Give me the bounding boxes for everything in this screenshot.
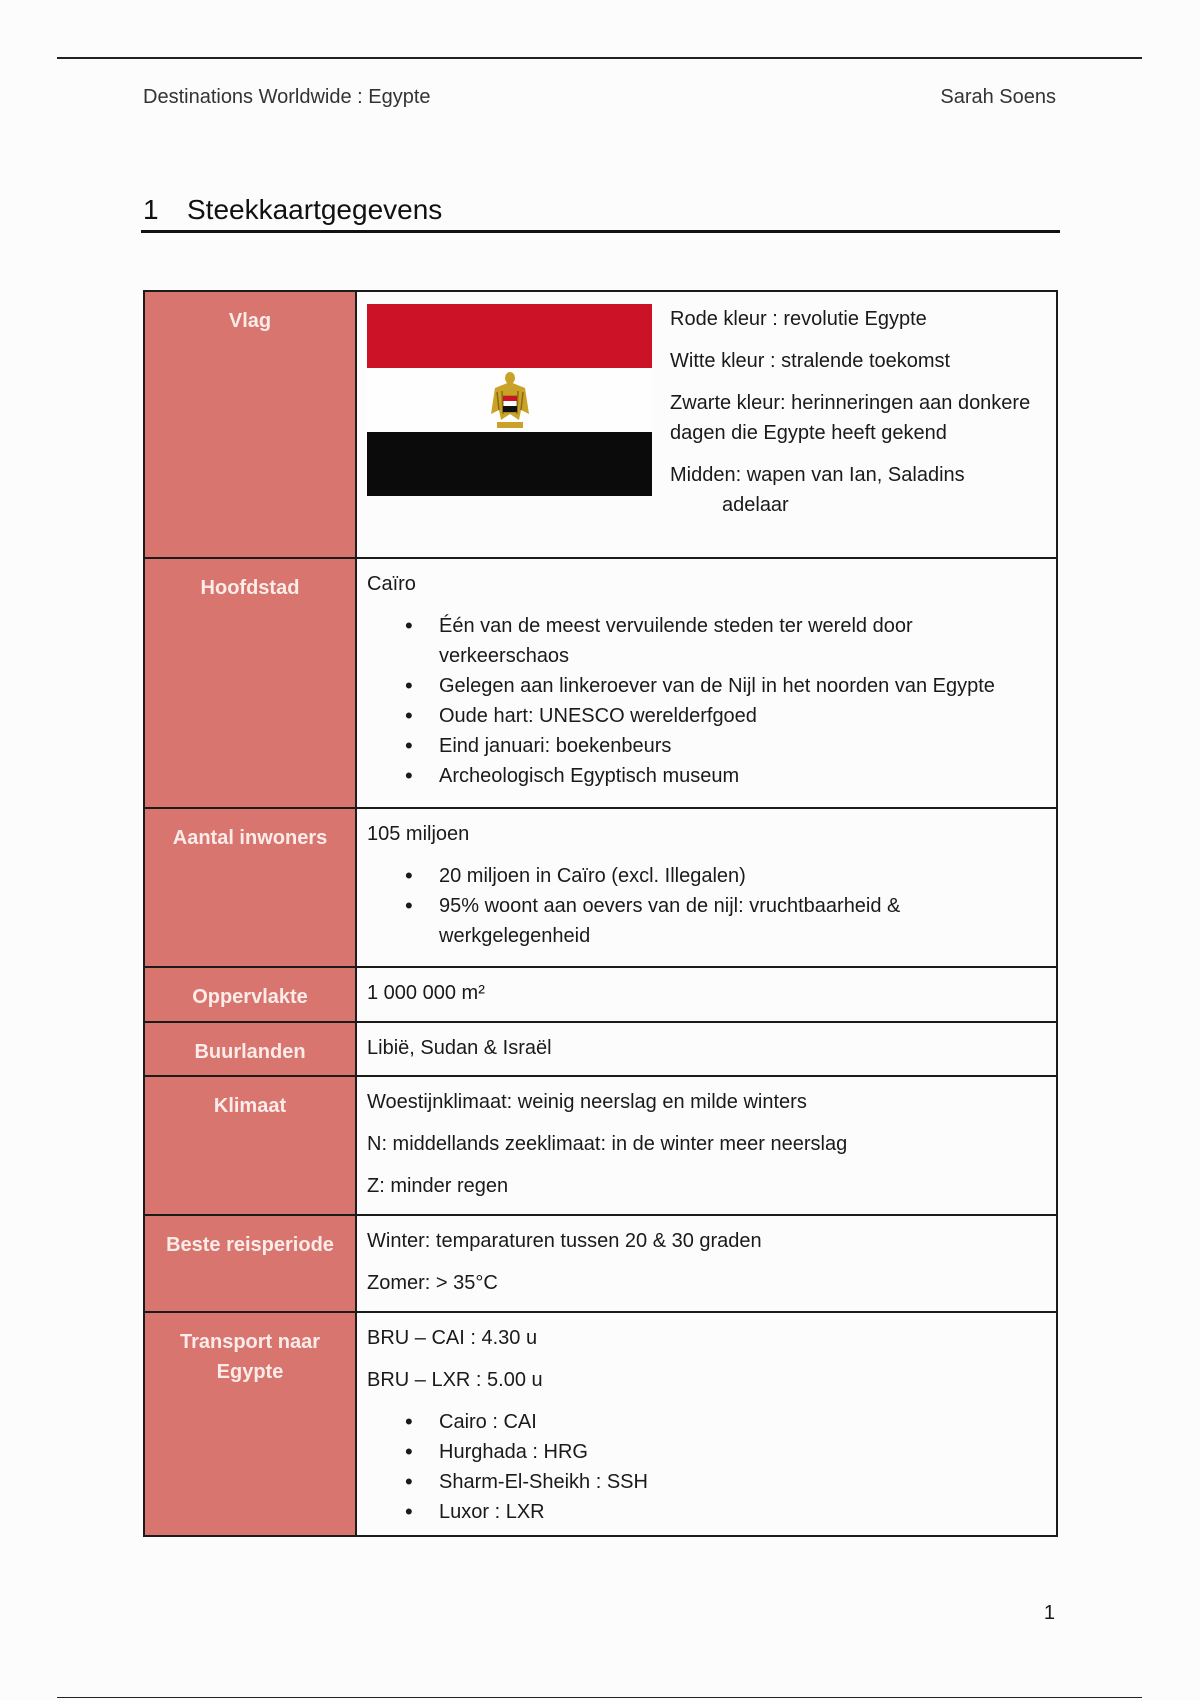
list-item: • Hurghada : HRG — [405, 1437, 1046, 1467]
label-oppervlakte: Oppervlakte — [144, 967, 356, 1022]
label-hoofdstad: Hoofdstad — [144, 558, 356, 808]
header-author: Sarah Soens — [940, 86, 1056, 108]
flag-middle-meaning: Midden: wapen van Ian, Saladins — [670, 464, 965, 486]
value-reisperiode — [356, 1215, 1057, 1312]
row-oppervlakte — [144, 967, 1057, 1022]
label-buurlanden: Buurlanden — [144, 1022, 356, 1076]
row-inwoners — [144, 808, 1057, 967]
list-item: • Oude hart: UNESCO werelderfgoed — [405, 701, 1046, 731]
page-number: 1 — [1043, 1602, 1055, 1624]
value-inwoners — [356, 808, 1057, 967]
value-buurlanden: Libië, Sudan & Israël — [356, 1022, 1057, 1076]
capital-facts-list — [367, 611, 1046, 791]
flight-time: BRU – CAI : 4.30 u — [367, 1327, 538, 1349]
value-vlag — [356, 291, 1057, 558]
row-klimaat — [144, 1076, 1057, 1215]
list-item: • Één van de meest vervuilende steden ter wereld door verkeerschaos — [405, 611, 1046, 671]
travel-period-line: Winter: temparaturen tussen 20 & 30 graden — [367, 1230, 762, 1252]
egypt-flag-icon — [367, 304, 652, 496]
list-item: • Archeologisch Egyptisch museum — [405, 761, 1046, 791]
flag-red-meaning: Rode kleur : revolutie Egypte — [670, 308, 927, 330]
list-item: • 95% woont aan oevers van de nijl: vruchtbaarheid & werkgelegenheid — [405, 891, 1046, 951]
value-transport — [356, 1312, 1057, 1536]
climate-line: Woestijnklimaat: weinig neerslag en milde winters — [367, 1091, 807, 1113]
row-vlag — [144, 291, 1057, 558]
top-rule — [57, 57, 1142, 59]
list-item: • Luxor : LXR — [405, 1497, 1046, 1527]
flag-black-meaning: Zwarte kleur: herinneringen aan donkere dagen die Egypte heeft gekend — [670, 392, 1031, 444]
flag-middle-meaning-cont: adelaar — [722, 494, 789, 516]
population-total: 105 miljoen — [367, 823, 470, 845]
climate-line: Z: minder regen — [367, 1175, 509, 1197]
travel-period-line: Zomer: > 35°C — [367, 1272, 498, 1294]
capital-name: Caïro — [367, 573, 416, 595]
label-inwoners: Aantal inwoners — [144, 808, 356, 967]
row-transport — [144, 1312, 1057, 1536]
list-item: • Sharm-El-Sheikh : SSH — [405, 1467, 1046, 1497]
row-reisperiode — [144, 1215, 1057, 1312]
label-klimaat: Klimaat — [144, 1076, 356, 1215]
value-hoofdstad — [356, 558, 1057, 808]
section-heading — [143, 194, 1058, 226]
section-number: 1 — [143, 194, 159, 225]
label-transport: Transport naar Egypte — [144, 1312, 356, 1536]
label-vlag: Vlag — [144, 291, 356, 558]
flag-white-meaning: Witte kleur : stralende toekomst — [670, 350, 951, 372]
list-item: • Gelegen aan linkeroever van de Nijl in het noorden van Egypte — [405, 671, 1046, 701]
population-facts-list — [367, 861, 1046, 951]
airports-list — [367, 1407, 1046, 1527]
list-item: • 20 miljoen in Caïro (excl. Illegalen) — [405, 861, 1046, 891]
value-klimaat — [356, 1076, 1057, 1215]
heading-underline — [141, 230, 1060, 233]
list-item: • Cairo : CAI — [405, 1407, 1046, 1437]
label-reisperiode: Beste reisperiode — [144, 1215, 356, 1312]
row-buurlanden — [144, 1022, 1057, 1076]
value-oppervlakte: 1 000 000 m² — [356, 967, 1057, 1022]
row-hoofdstad — [144, 558, 1057, 808]
climate-line: N: middellands zeeklimaat: in de winter meer neerslag — [367, 1133, 848, 1155]
bottom-rule — [57, 1697, 1142, 1698]
list-item: • Eind januari: boekenbeurs — [405, 731, 1046, 761]
facts-table — [143, 290, 1058, 1537]
eagle-emblem-icon — [487, 370, 533, 432]
flight-time: BRU – LXR : 5.00 u — [367, 1369, 543, 1391]
header-title: Destinations Worldwide : Egypte — [143, 86, 431, 108]
section-title: Steekkaartgegevens — [187, 194, 443, 225]
